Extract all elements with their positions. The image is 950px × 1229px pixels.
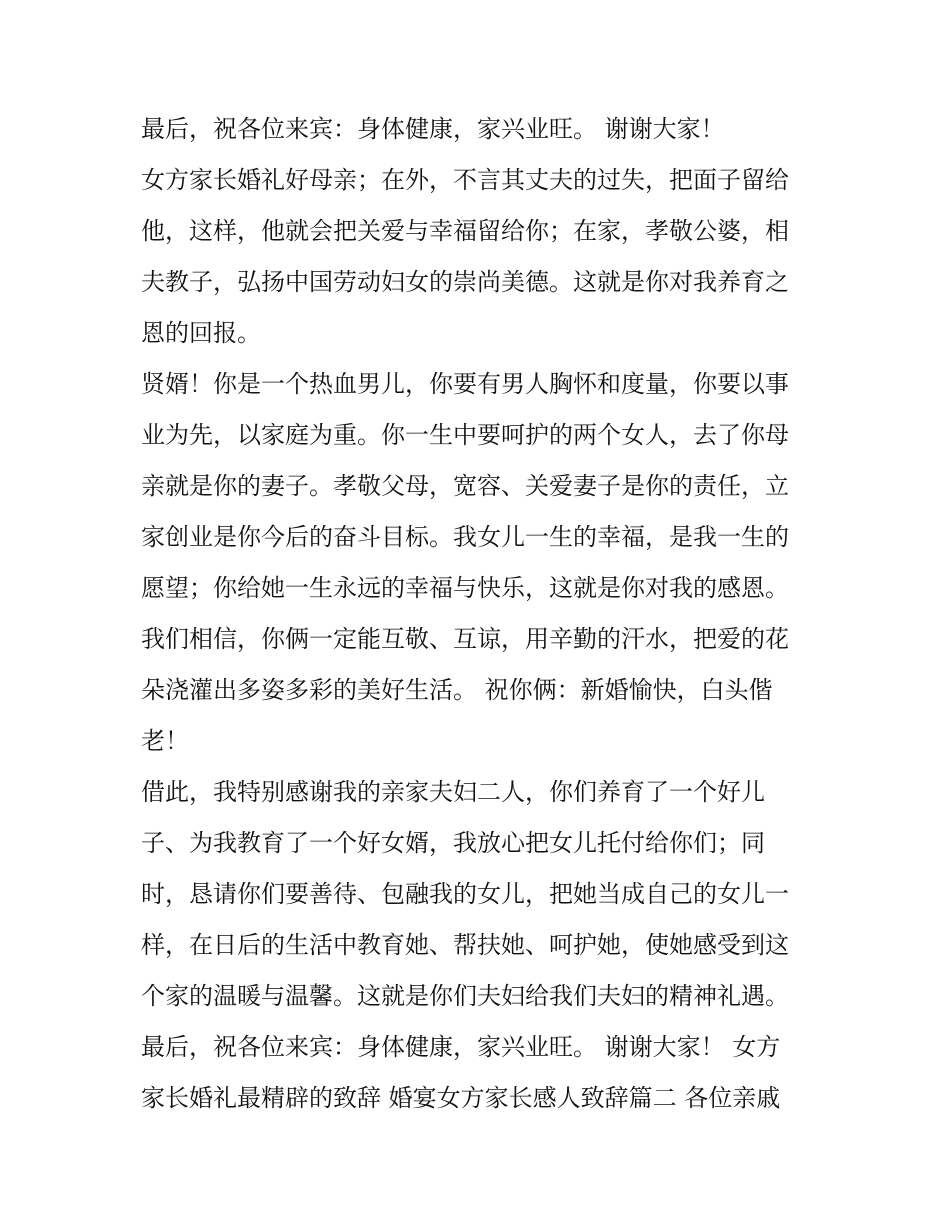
text-line: 时，恳请你们要善待、包融我的女儿，把她当成自己的女儿一	[141, 880, 789, 908]
text-line: 家长婚礼最精辟的致辞 婚宴女方家长感人致辞篇二 各位亲戚	[141, 1084, 781, 1112]
text-line: 老！	[141, 727, 189, 755]
text-line: 恩的回报。	[141, 319, 261, 347]
text-line: 亲就是你的妻子。孝敬父母，宽容、关爱妻子是你的责任，立	[141, 472, 789, 500]
document-body	[141, 104, 813, 1124]
text-line: 个家的温暖与温馨。这就是你们夫妇给我们夫妇的精神礼遇。	[141, 982, 789, 1010]
text-line: 子、为我教育了一个好女婿，我放心把女儿托付给你们；同	[141, 829, 765, 857]
text-line: 贤婿！你是一个热血男儿，你要有男人胸怀和度量，你要以事	[141, 370, 789, 398]
text-line: 借此，我特别感谢我的亲家夫妇二人，你们养育了一个好儿	[141, 778, 765, 806]
text-line: 业为先，以家庭为重。你一生中要呵护的两个女人，去了你母	[141, 421, 789, 449]
text-line: 朵浇灌出多姿多彩的美好生活。 祝你俩：新婚愉快，白头偕	[141, 676, 773, 704]
text-line: 家创业是你今后的奋斗目标。我女儿一生的幸福，是我一生的	[141, 523, 789, 551]
text-line: 样，在日后的生活中教育她、帮扶她、呵护她，使她感受到这	[141, 931, 789, 959]
text-line: 我们相信，你俩一定能互敬、互谅，用辛勤的汗水，把爱的花	[141, 625, 789, 653]
text-line: 女方家长婚礼好母亲；在外，不言其丈夫的过失，把面子留给	[141, 166, 789, 194]
text-line: 夫教子，弘扬中国劳动妇女的崇尚美德。这就是你对我养育之	[141, 268, 789, 296]
text-line: 最后，祝各位来宾：身体健康，家兴业旺。 谢谢大家！	[141, 115, 725, 143]
text-line: 最后，祝各位来宾：身体健康，家兴业旺。 谢谢大家！ 女方	[141, 1033, 781, 1061]
text-line: 他，这样，他就会把关爱与幸福留给你；在家，孝敬公婆，相	[141, 217, 789, 245]
text-line: 愿望；你给她一生永远的幸福与快乐，这就是你对我的感恩。	[141, 574, 789, 602]
